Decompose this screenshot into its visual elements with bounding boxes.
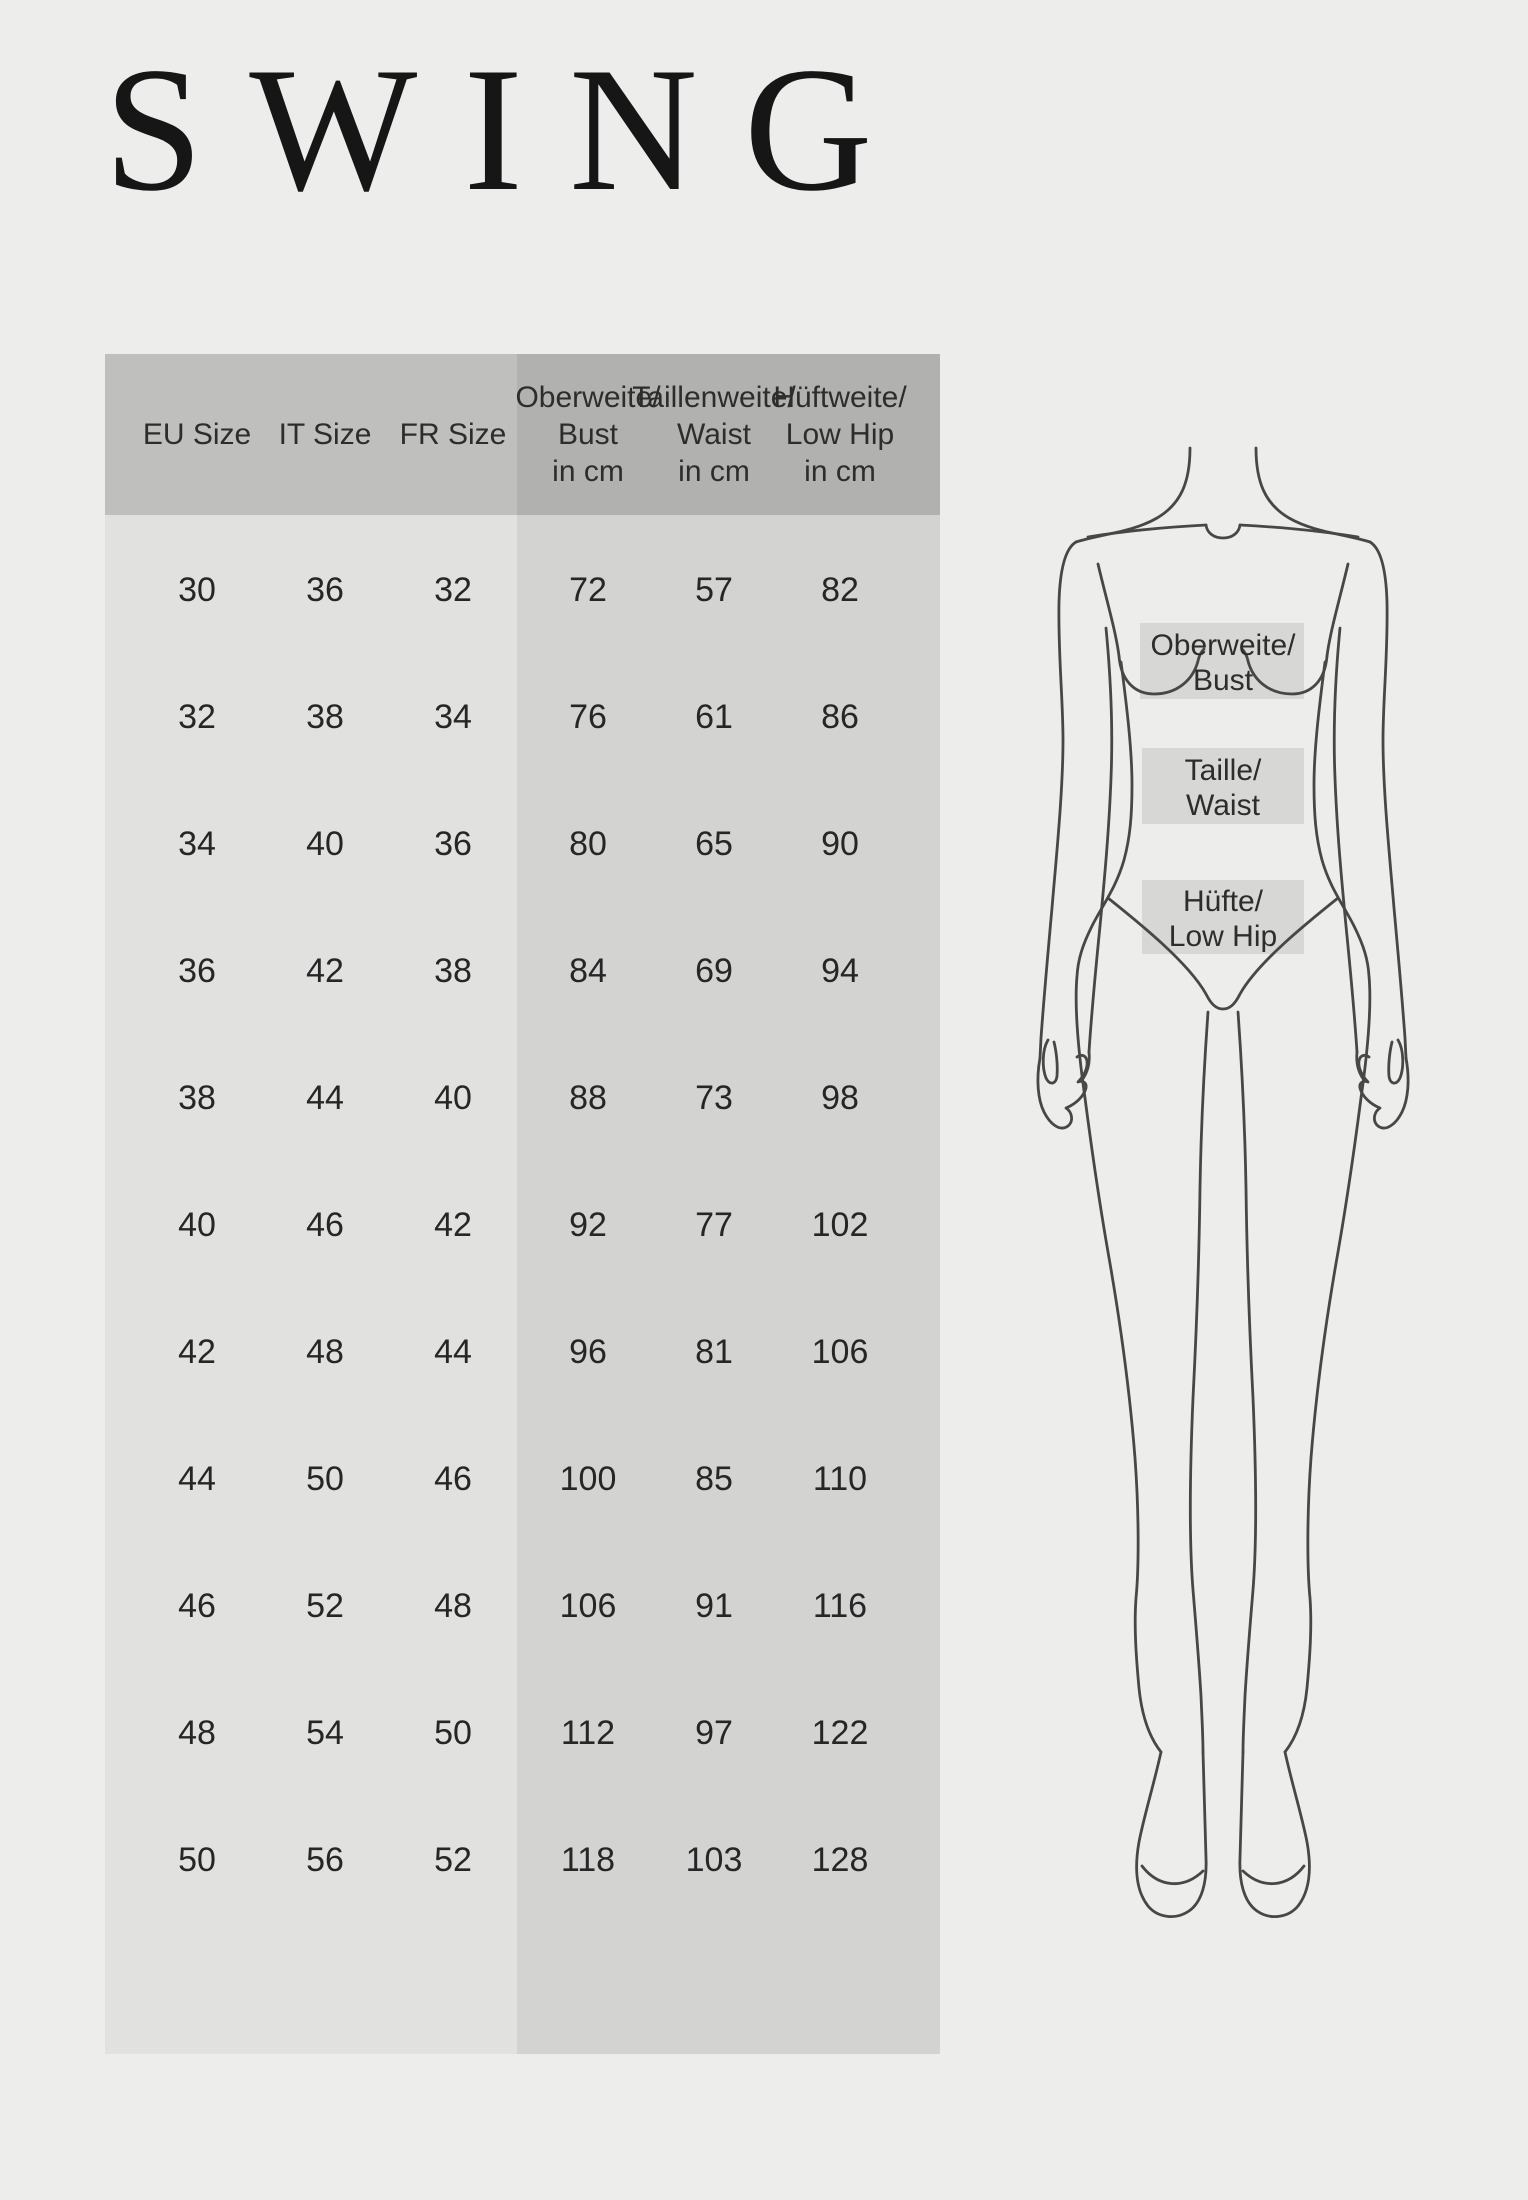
table-cell: 69 [695, 952, 733, 990]
table-cell: 40 [178, 1206, 216, 1244]
table-cell: 98 [821, 1079, 859, 1117]
column-header-line: EU Size [142, 418, 252, 451]
table-row [105, 1543, 940, 1670]
table-cell: 100 [559, 1460, 617, 1498]
column-header-line: in cm [552, 455, 624, 488]
table-cell: 46 [306, 1206, 344, 1244]
column-header-it [261, 416, 389, 453]
table-cell: 118 [560, 1841, 616, 1879]
table-cell: 40 [434, 1079, 472, 1117]
table-cell: 52 [434, 1841, 472, 1879]
bust-label-line1: Oberweite/ [1150, 629, 1296, 662]
table-cell: 80 [569, 825, 607, 863]
table-cell: 36 [178, 952, 216, 990]
waist-label-line2: Waist [1186, 789, 1260, 822]
column-header-line: FR Size [399, 418, 507, 451]
table-cell: 106 [559, 1587, 617, 1625]
column-header-line: in cm [804, 455, 876, 488]
table-cell: 103 [685, 1841, 743, 1879]
table-cell: 91 [695, 1587, 733, 1625]
hip-label-line1: Hüfte/ [1182, 885, 1264, 918]
table-cell: 57 [695, 571, 733, 609]
column-header-hip [773, 379, 907, 490]
table-cell: 112 [560, 1714, 616, 1752]
table-cell: 42 [178, 1333, 216, 1371]
column-header-line: Taillenweite/ [632, 381, 796, 414]
hip-label-line2: Low Hip [1168, 920, 1278, 953]
table-header-right-section [517, 354, 940, 515]
bust-label-line2: Bust [1192, 664, 1254, 697]
table-cell: 72 [569, 571, 607, 609]
table-cell: 50 [178, 1841, 216, 1879]
table-cell: 48 [178, 1714, 216, 1752]
column-header-line: Bust [557, 418, 619, 451]
table-cell: 128 [811, 1841, 869, 1879]
table-row [105, 781, 940, 908]
table-row [105, 1670, 940, 1797]
table-cell: 96 [569, 1333, 607, 1371]
table-cell: 106 [811, 1333, 869, 1371]
column-header-line: Low Hip [785, 418, 895, 451]
table-cell: 84 [569, 952, 607, 990]
table-header-left-section [105, 354, 517, 515]
table-cell: 65 [695, 825, 733, 863]
table-cell: 88 [569, 1079, 607, 1117]
table-body [105, 515, 940, 2054]
table-row [105, 908, 940, 1035]
table-cell: 94 [821, 952, 859, 990]
table-cell: 90 [821, 825, 859, 863]
table-cell: 38 [434, 952, 472, 990]
table-cell: 48 [306, 1333, 344, 1371]
table-cell: 61 [695, 698, 733, 736]
table-cell: 46 [178, 1587, 216, 1625]
table-cell: 54 [306, 1714, 344, 1752]
column-header-fr [389, 416, 517, 453]
table-cell: 73 [695, 1079, 733, 1117]
table-cell: 42 [434, 1206, 472, 1244]
column-header-waist [632, 379, 796, 490]
table-cell: 77 [695, 1206, 733, 1244]
table-cell: 36 [434, 825, 472, 863]
table-cell: 38 [178, 1079, 216, 1117]
table-cell: 110 [812, 1460, 868, 1498]
table-cell: 42 [306, 952, 344, 990]
table-cell: 50 [434, 1714, 472, 1752]
table-cell: 34 [434, 698, 472, 736]
table-cell: 48 [434, 1587, 472, 1625]
table-cell: 85 [695, 1460, 733, 1498]
table-cell: 30 [178, 571, 216, 609]
table-cell: 86 [821, 698, 859, 736]
table-cell: 97 [695, 1714, 733, 1752]
column-header-line: Oberweite/ [515, 381, 661, 414]
column-header-eu [133, 416, 261, 453]
table-cell: 76 [569, 698, 607, 736]
column-header-line: Waist [677, 418, 751, 451]
table-cell: 32 [434, 571, 472, 609]
table-row [105, 1416, 940, 1543]
table-cell: 36 [306, 571, 344, 609]
waist-label-line1: Taille/ [1184, 754, 1262, 787]
table-cell: 116 [812, 1587, 868, 1625]
table-cell: 44 [434, 1333, 472, 1371]
table-cell: 46 [434, 1460, 472, 1498]
table-cell: 102 [811, 1206, 869, 1244]
column-header-line: IT Size [278, 418, 372, 451]
table-cell: 44 [178, 1460, 216, 1498]
table-row [105, 1797, 940, 1924]
table-cell: 40 [306, 825, 344, 863]
table-cell: 52 [306, 1587, 344, 1625]
table-row [105, 654, 940, 781]
table-row [105, 1162, 940, 1289]
table-cell: 32 [178, 698, 216, 736]
table-header-row [105, 354, 940, 515]
table-cell: 38 [306, 698, 344, 736]
table-row [105, 1289, 940, 1416]
table-row [105, 1035, 940, 1162]
column-header-line: Hüftweite/ [773, 381, 907, 414]
size-chart-table [105, 354, 940, 2054]
table-cell: 81 [695, 1333, 733, 1371]
table-row [105, 527, 940, 654]
table-cell: 50 [306, 1460, 344, 1498]
brand-logo: SWING [104, 30, 919, 228]
table-cell: 56 [306, 1841, 344, 1879]
table-cell: 34 [178, 825, 216, 863]
table-cell: 44 [306, 1079, 344, 1117]
table-cell: 122 [811, 1714, 869, 1752]
body-measurement-figure [1030, 440, 1500, 1940]
table-cell: 82 [821, 571, 859, 609]
table-cell: 92 [569, 1206, 607, 1244]
column-header-line: in cm [678, 455, 750, 488]
